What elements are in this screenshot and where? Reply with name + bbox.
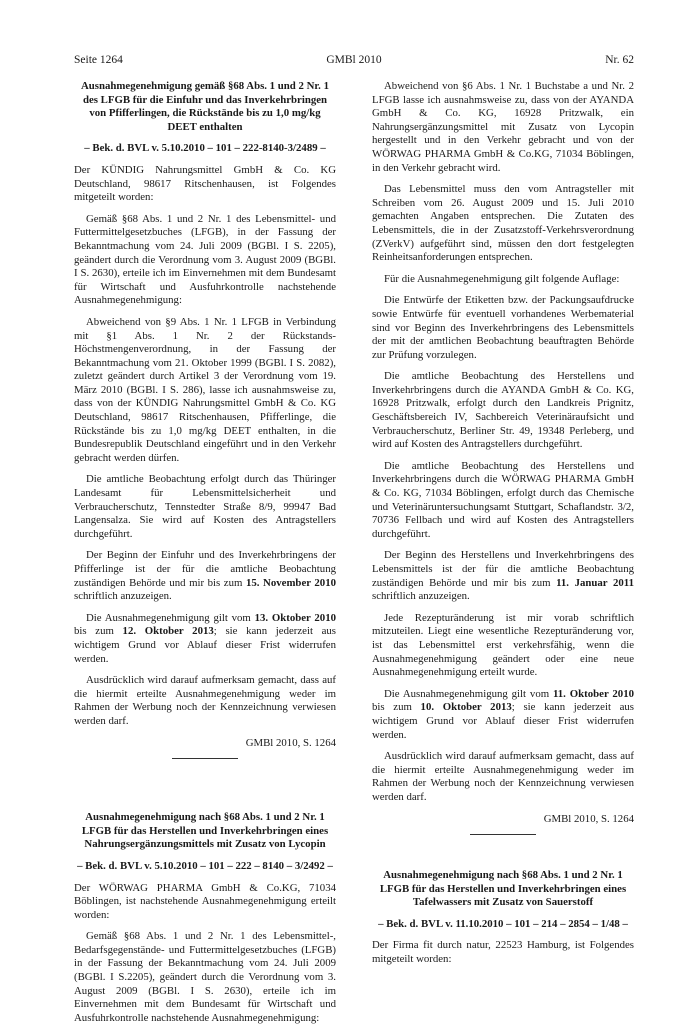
paragraph: Ausdrücklich wird darauf aufmerksam gemacht, dass auf die hiermit erteilte Ausnahmegenehmigung weder im Rahmen der Werbung noch der Kennzeichnung verwiesen werden darf.	[372, 750, 634, 803]
paragraph: Der Firma fit durch natur, 22523 Hamburg, ist Folgendes mitgeteilt worden:	[372, 939, 634, 966]
paragraph: Ausdrücklich wird darauf aufmerksam gemacht, dass auf die hiermit erteilte Ausnahmegenehmigung weder im Rahmen der Werbung noch der Kennzeichnung verwiesen werden darf.	[74, 674, 336, 727]
text: bis zum	[74, 625, 123, 638]
publication-name: GMBl 2010	[326, 54, 382, 66]
text: bis zum	[372, 701, 421, 714]
paragraph: Die amtliche Beobachtung des Herstellens und Inverkehrbringens durch die AYANDA GmbH & Co. KG, 16928 Pritzwalk, erfolgt durch den Landkreis Prignitz, Geschäftsbereich IV, Sachbereich Veterinäraufsicht und Verbraucherschutz, Berliner Str. 49, 19348 Perleberg, und wird auf Kosten des Antragstellers durchgeführt.	[372, 370, 634, 451]
paragraph: Die amtliche Beobachtung des Herstellens und Inverkehrbringens durch die WÖRWAG PHARMA GmbH & Co. KG, 71034 Böblingen, erfolgt durch das Chemische und Veterinäruntersuchungsamt Stuttgart, Schaflandstr. 3/2, 70736 Fellbach und wird auf Kosten des Antragstellers durchgeführt.	[372, 459, 634, 540]
page-number: Seite 1264	[74, 54, 123, 66]
section-tafelwasser	[372, 869, 634, 967]
section-reference: – Bek. d. BVL v. 5.10.2010 – 101 – 222-8140-3/2489 –	[84, 142, 326, 155]
text: schriftlich anzuzeigen.	[74, 590, 172, 603]
paragraph: Abweichend von §9 Abs. 1 Nr. 1 LFGB in Verbindung mit §1 Abs. 1 Nr. 2 der Rückstands-Höchstmengenverordnung, in der Fassung der Bekanntmachung vom 21. Oktober 1999 (BGBl. I S. 2082), zuletzt geändert durch Artikel 3 der Verordnung vom 19. März 2010 (BGBl. I S. 286), lasse ich ausnahmsweise zu, dass von der KÜNDIG Nahrungsmittel GmbH & Co. KG Deutschland, 98617 Ritschenhausen, Pfifferlinge, die Rückstände bis zu 1,0 mg/kg DEET enthalten, in die Bundesrepublik Deutschland eingeführt und in den Verkehr gebracht werden dürfen.	[74, 315, 336, 464]
page-header	[74, 54, 634, 70]
text: Die Ausnahmegenehmigung gilt vom	[384, 687, 553, 700]
section-title: Ausnahmegenehmigung nach §68 Abs. 1 und 2 Nr. 1 LFGB für das Herstellen und Inverkehrbringen eines Nahrungsergänzungsmittels mit Zusatz von Lycopin	[81, 811, 329, 851]
valid-from-date: 11. Oktober 2010	[552, 687, 634, 700]
section-title: Ausnahmegenehmigung gemäß §68 Abs. 1 und 2 Nr. 1 des LFGB für die Einfuhr und das Inverkehrbringen von Pfifferlingen, die Rückstände bis zu 1,0 mg/kg DEET enthalten	[81, 80, 329, 133]
text: schriftlich anzuzeigen.	[372, 590, 470, 603]
paragraph: Die amtliche Beobachtung erfolgt durch das Thüringer Landesamt für Lebensmittelsicherheit und Verbraucherschutz, Tennstedter Straße 8/9, 99947 Bad Langensalza. Sie wird auf Kosten des Antragstellers durchgeführt.	[74, 473, 336, 540]
paragraph: Gemäß §68 Abs. 1 und 2 Nr. 1 des Lebensmittel-, Bedarfsgegenstände- und Futtermittelgesetzbuches (LFGB) in der Fassung der Bekanntmachung vom 24. Juli 2009 (BGBl. I S.2205), geändert durch die Verordnung vom 3. August 2009 (BGBl. I S. 2630), erteile ich im Einvernehmen mit dem Bundesamt für Wirtschaft und Ausfuhrkontrolle nachstehende Ausnahmegenehmigung:	[74, 930, 336, 1024]
deadline-date: 15. November 2010	[245, 576, 336, 589]
section-lycopin	[74, 811, 336, 1025]
paragraph-deadline	[74, 549, 336, 603]
section-reference: – Bek. d. BVL v. 5.10.2010 – 101 – 222 – 8140 – 3/2492 –	[77, 859, 333, 872]
text: ; sie kann jederzeit aus wichtigem Grund vor Ablauf dieser Frist widerrufen werden.	[372, 701, 635, 741]
paragraph: Jede Rezepturänderung ist mir vorab schriftlich mitzuteilen. Liegt eine wesentliche Rezepturänderung vor, ist das Lebensmittel erst verkehrsfähig, wenn die Ausnahmegenehmigung geändert oder eine neue Ausnahmegenehmigung erteilt wurde.	[372, 611, 634, 679]
section-divider	[172, 758, 238, 759]
paragraph: Der KÜNDIG Nahrungsmittel GmbH & Co. KG Deutschland, 98617 Ritschenhausen, ist Folgendes mitgeteilt worden:	[74, 163, 336, 204]
section-reference: – Bek. d. BVL v. 11.10.2010 – 101 – 214 – 2854 – 1/48 –	[378, 917, 628, 930]
paragraph: Das Lebensmittel muss den vom Antragsteller mit Schreiben vom 26. August 2009 und 15. Juli 2010 gemachten Angaben entsprechen. Die Zutaten des Lebensmittels, die in der Zusatzstoff-Verkehrsverordnung (ZVerkV) aufgeführt sind, müssen den dort festgelegten Reinheitsanforderungen entsprechen.	[372, 183, 634, 264]
section-deet-pfifferlinge	[74, 80, 336, 759]
deadline-date: 11. Januar 2011	[556, 576, 634, 589]
paragraph: Für die Ausnahmegenehmigung gilt folgende Auflage:	[384, 272, 620, 285]
issue-number: Nr. 62	[605, 54, 634, 66]
section-divider	[470, 834, 536, 835]
text: Der Beginn des Herstellens und Inverkehrbringens des Lebensmittels ist der für die amtliche Beobachtung zuständigen Behörde und mir bis zum	[372, 549, 634, 589]
section-lycopin-continued	[372, 80, 634, 835]
paragraph: Die Entwürfe der Etiketten bzw. der Packungsaufdrucke sowie Entwürfe für eventuell vorhandenes Werbematerial sind vor Beginn des Inverkehrbringens des Lebensmittels der mit der amtlichen Beobachtung beauftragten Behörde zur Prüfung vorzulegen.	[372, 294, 634, 361]
section-title: Ausnahmegenehmigung nach §68 Abs. 1 und 2 Nr. 1 LFGB für das Herstellen und Inverkehrbringen eines Tafelwassers mit Zusatz von Sauerstoff	[379, 869, 627, 909]
paragraph-validity	[372, 688, 634, 742]
right-column	[372, 80, 634, 975]
paragraph-validity	[74, 612, 336, 666]
citation: GMBl 2010, S. 1264	[543, 812, 634, 825]
text: Der Beginn der Einfuhr und des Inverkehrbringens der Pfifferlinge ist der für die amtliche Beobachtung zuständigen Behörde und mir bis zum	[74, 549, 336, 589]
valid-from-date: 13. Oktober 2010	[254, 611, 336, 624]
text: ; sie kann jederzeit aus wichtigem Grund vor Ablauf dieser Frist widerrufen werden.	[74, 625, 337, 665]
paragraph: Abweichend von §6 Abs. 1 Nr. 1 Buchstabe a und Nr. 2 LFGB lasse ich ausnahmsweise zu, dass von der AYANDA GmbH & Co. KG, 16928 Pritzwalk, ein Nahrungsergänzungsmittel mit Zusatz von Lycopin hergestellt und in den Verkehr gebracht und von der WÖRWAG PHARMA GmbH & Co.KG, 71034 Böblingen, in den Verkehr gebracht wird.	[372, 80, 634, 174]
text: Die Ausnahmegenehmigung gilt vom	[86, 611, 255, 624]
valid-until-date: 12. Oktober 2013	[122, 625, 214, 638]
paragraph-deadline	[372, 549, 634, 603]
paragraph: Der WÖRWAG PHARMA GmbH & Co.KG, 71034 Böblingen, ist nachstehende Ausnahmegenehmigung erteilt worden:	[74, 881, 336, 921]
paragraph: Gemäß §68 Abs. 1 und 2 Nr. 1 des Lebensmittel- und Futtermittelgesetzbuches (LFGB), in der Fassung der Bekanntmachung vom 24. Juli 2009 (BGBl. I S. 2205), geändert durch die Verordnung vom 3. August 2009 (BGBl. I S. 2630), erteile ich im Einvernehmen mit dem Bundesamt für Wirtschaft und Ausfuhrkontrolle nachstehende Ausnahmegenehmigung:	[74, 212, 336, 307]
valid-until-date: 10. Oktober 2013	[420, 701, 512, 714]
citation: GMBl 2010, S. 1264	[245, 736, 336, 749]
left-column	[74, 80, 336, 1033]
